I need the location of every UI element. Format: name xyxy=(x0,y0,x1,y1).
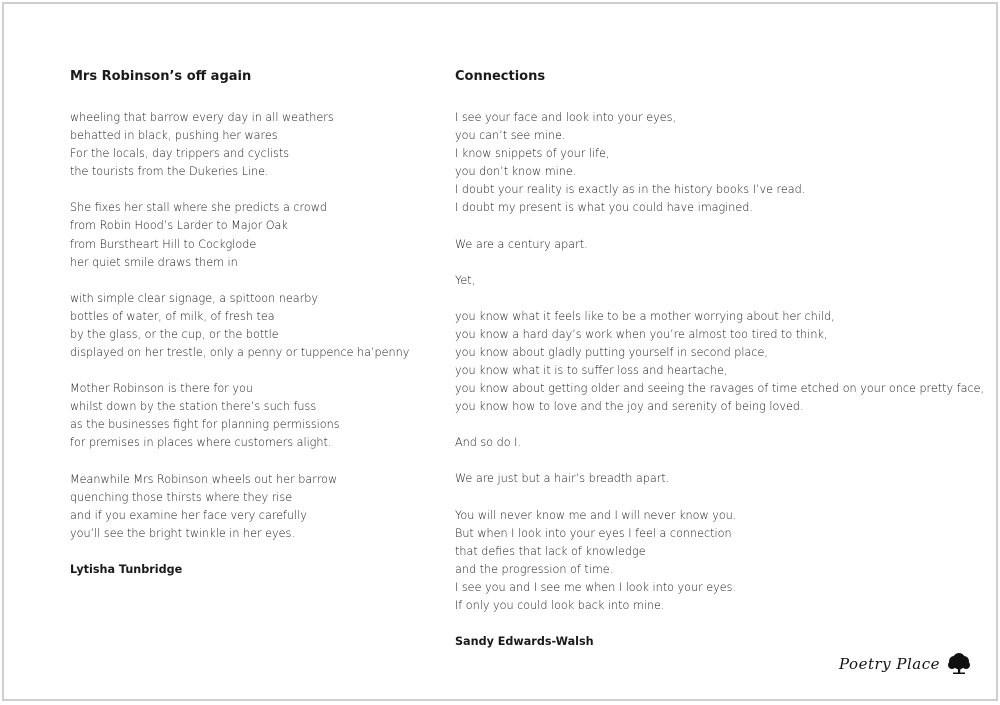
page xyxy=(2,2,998,701)
poem-line: Mother Robinson is there for you xyxy=(70,382,253,396)
poetry-place-logo xyxy=(839,653,972,675)
poem-line: with simple clear signage, a spittoon nearby xyxy=(70,291,318,305)
poem-connections xyxy=(455,68,985,651)
poem-line: you know about gladly putting yourself in second place, xyxy=(455,345,768,359)
poem-line: from Burstheart Hill to Cockglode xyxy=(70,237,257,251)
stanza xyxy=(455,272,975,290)
poem-line: I doubt your reality is exactly as in the history books I’ve read. xyxy=(455,183,806,197)
poem-line: whilst down by the station there’s such fuss xyxy=(70,400,317,414)
stanza xyxy=(70,199,430,271)
poem-line: her quiet smile draws them in xyxy=(70,255,238,269)
poem-author: Sandy Edwards-Walsh xyxy=(455,635,594,649)
poem-line: you know about getting older and seeing the ravages of time etched on your once pretty face, xyxy=(455,382,985,396)
poem-line: and the progression of time. xyxy=(455,562,614,576)
poem-line: the tourists from the Dukeries Line. xyxy=(70,165,269,179)
poem-line: by the glass, or the cup, or the bottle xyxy=(70,327,279,341)
poem-title: Connections xyxy=(455,69,546,84)
poem-line: I see your face and look into your eyes, xyxy=(455,111,677,124)
poem-line: quenching those thirsts where they rise xyxy=(70,490,293,504)
poem-line: you don’t know mine. xyxy=(455,165,577,179)
poem-line: from Robin Hood’s Larder to Major Oak xyxy=(70,219,288,233)
poem-line: I know snippets of your life, xyxy=(455,147,610,161)
poem-line: you know what it is to suffer loss and heartache, xyxy=(455,364,728,378)
poem-line: You will never know me and I will never know you. xyxy=(455,508,737,522)
poem-body xyxy=(455,109,985,615)
poem-line: We are a century apart. xyxy=(455,237,588,251)
poem-line: you know what it feels like to be a mother worrying about her child, xyxy=(455,309,835,323)
poem-line: I see you and I see me when I look into your eyes. xyxy=(455,580,736,594)
stanza xyxy=(70,109,430,181)
poem-line: Meanwhile Mrs Robinson wheels out her barrow xyxy=(70,472,338,486)
poem-line: for premises in places where customers alight. xyxy=(70,436,332,450)
poem-line: as the businesses fight for planning permissions xyxy=(70,418,340,432)
poem-line: But when I look into your eyes I feel a connection xyxy=(455,526,732,540)
stanza xyxy=(70,471,430,543)
logo-text: Poetry Place xyxy=(839,655,940,673)
poem-line: you know a hard day’s work when you’re almost too tired to think, xyxy=(455,327,828,341)
poem-mrs-robinson xyxy=(70,68,430,579)
stanza xyxy=(455,470,975,488)
stanza xyxy=(70,290,430,362)
poem-line: I doubt my present is what you could have imagined. xyxy=(455,201,753,215)
poem-line: you can’t see mine. xyxy=(455,129,566,143)
poem-line: And so do I. xyxy=(455,436,521,450)
poem-line: bottles of water, of milk, of fresh tea xyxy=(70,309,275,323)
poem-line: If only you could look back into mine. xyxy=(455,598,665,612)
poem-line: you know how to love and the joy and serenity of being loved. xyxy=(455,400,804,414)
poem-body xyxy=(70,109,430,543)
poem-title: Mrs Robinson’s off again xyxy=(70,69,252,84)
poem-line: She fixes her stall where she predicts a crowd xyxy=(70,201,327,215)
poem-author: Lytisha Tunbridge xyxy=(70,562,183,576)
poem-line: displayed on her trestle, only a penny or tuppence ha’penny xyxy=(70,346,410,360)
stanza xyxy=(455,109,975,218)
poem-line: behatted in black, pushing her wares xyxy=(70,129,278,143)
stanza xyxy=(70,380,430,452)
stanza xyxy=(455,236,975,254)
poem-line: For the locals, day trippers and cyclists xyxy=(70,147,290,161)
poem-line: and if you examine her face very carefully xyxy=(70,508,307,522)
tree-icon xyxy=(946,653,972,675)
poem-line: that defies that lack of knowledge xyxy=(455,544,646,558)
stanza xyxy=(455,434,975,452)
poem-line: you’ll see the bright twinkle in her eyes. xyxy=(70,526,295,540)
stanza xyxy=(455,507,975,616)
stanza xyxy=(455,308,985,417)
poem-line: Yet, xyxy=(455,273,476,287)
poem-line: We are just but a hair’s breadth apart. xyxy=(455,472,670,486)
poem-line: wheeling that barrow every day in all weathers xyxy=(70,111,334,124)
